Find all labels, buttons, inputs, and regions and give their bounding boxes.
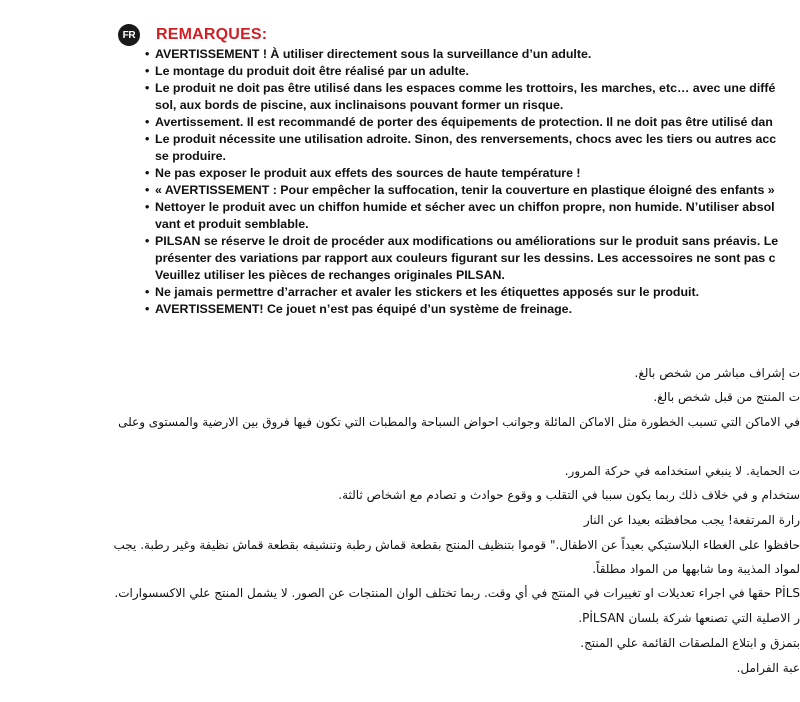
bullet-icon: • xyxy=(145,285,150,299)
ar-remark-line: ر الاصلية التي تصنعها شركة بلسان PİLSAN. xyxy=(578,611,800,625)
section-title: REMARQUES: xyxy=(156,26,268,43)
ar-remark-line: في الاماكن التي تسبب الخطورة مثل الاماكن المائلة وجوانب احواض السباحة والمطبات التي تكون فيها فروق بين الارضية والمستوى وعلى xyxy=(118,415,800,429)
bullet-icon: • xyxy=(145,183,150,197)
fr-remark: • Le produit nécessite une utilisation adroite. Sinon, des renversements, chocs avec les tiers ou autres acc se produire. xyxy=(145,132,777,163)
fr-remark: • AVERTISSEMENT ! À utiliser directement sous la surveillance d’un adulte. xyxy=(145,47,592,61)
language-badge-fr: FR xyxy=(118,24,140,46)
ar-remark-line: ت إشراف مباشر من شخص بالغ. xyxy=(634,366,800,380)
bullet-icon: • xyxy=(145,64,150,78)
fr-remark: • Ne jamais permettre d’arracher et avaler les stickers et les étiquettes apposés sur le produit. xyxy=(145,285,700,299)
fr-remark: • AVERTISSEMENT! Ce jouet n’est pas équipé d’un système de freinage. xyxy=(145,302,573,316)
fr-remark: • Nettoyer le produit avec un chiffon humide et sécher avec un chiffon propre, non humide. N’utiliser absol vant et produit semblable. xyxy=(145,200,775,231)
ar-remark-line: لمواد المذيبة وما شابهها من المواد مطلقاً. xyxy=(592,562,800,576)
ar-remark-line: ت الحماية. لا ينبغي استخدامه في حركة المرور. xyxy=(564,464,800,478)
fr-remark: • PILSAN se réserve le droit de procéder aux modifications ou améliorations sur le produit sans préavis. Le présenter des variations par rapport aux couleurs figurant sur les dessins. Les accessoires ne sont pas c Veuillez utiliser les pièces de rechanges originales PILSAN. xyxy=(145,234,779,282)
fr-remark: • Le produit ne doit pas être utilisé dans les espaces comme les trottoirs, les marches, etc… avec une diffé sol, aux bords de piscine, aux inclinaisons pouvant former un risque. xyxy=(145,81,776,112)
bullet-icon: • xyxy=(145,200,150,214)
bullet-icon: • xyxy=(145,132,150,146)
bullet-icon: • xyxy=(145,81,150,95)
fr-remark: • Avertissement. Il est recommandé de porter des équipements de protection. Il ne doit pas être utilisé dan xyxy=(145,115,773,129)
ar-remark-line: ستخدام و في خلاف ذلك ربما يكون سببا في التقلب و وقوع حوادث و تصادم مع اشخاص ثالثة. xyxy=(338,488,800,502)
bullet-icon: • xyxy=(145,302,150,316)
fr-remarks-list xyxy=(145,46,800,318)
ar-remark-line: عبة الفرامل. xyxy=(736,661,800,675)
bullet-icon: • xyxy=(145,166,150,180)
fr-remark: • Le montage du produit doit être réalisé par un adulte. xyxy=(145,64,469,78)
bullet-icon: • xyxy=(145,234,150,248)
ar-remark-line: ت المنتج من قبل شخص بالغ. xyxy=(653,390,800,404)
ar-remark-line: بتمزق و ابتلاع الملصقات القائمة علي المنتج. xyxy=(580,636,800,650)
fr-remark: • « AVERTISSEMENT : Pour empêcher la suffocation, tenir la couverture en plastique éloigné des enfants » xyxy=(145,183,775,197)
fr-remark: • Ne pas exposer le produit aux effets des sources de haute température ! xyxy=(145,166,581,180)
ar-remark-line: PİLS حقها في اجراء تعديلات او تغييرات في المنتج في أي وقت. ربما تختلف الوان المنتجات عن الصور. لا يشمل المنتج علي الاكسسوارات. xyxy=(114,586,800,600)
bullet-icon: • xyxy=(145,47,150,61)
ar-remark-line: رارة المرتفعة! يجب محافظته بعيدا عن النار xyxy=(583,513,800,527)
bullet-icon: • xyxy=(145,115,150,129)
ar-remark-line: حافظوا على الغطاء البلاستيكي بعيداً عن الاطفال." قوموا بتنظيف المنتج بقطعة قماش رطبة وتنشيفه بقطعة قماش نظيفة وغير رطبة. يجب xyxy=(113,538,800,552)
